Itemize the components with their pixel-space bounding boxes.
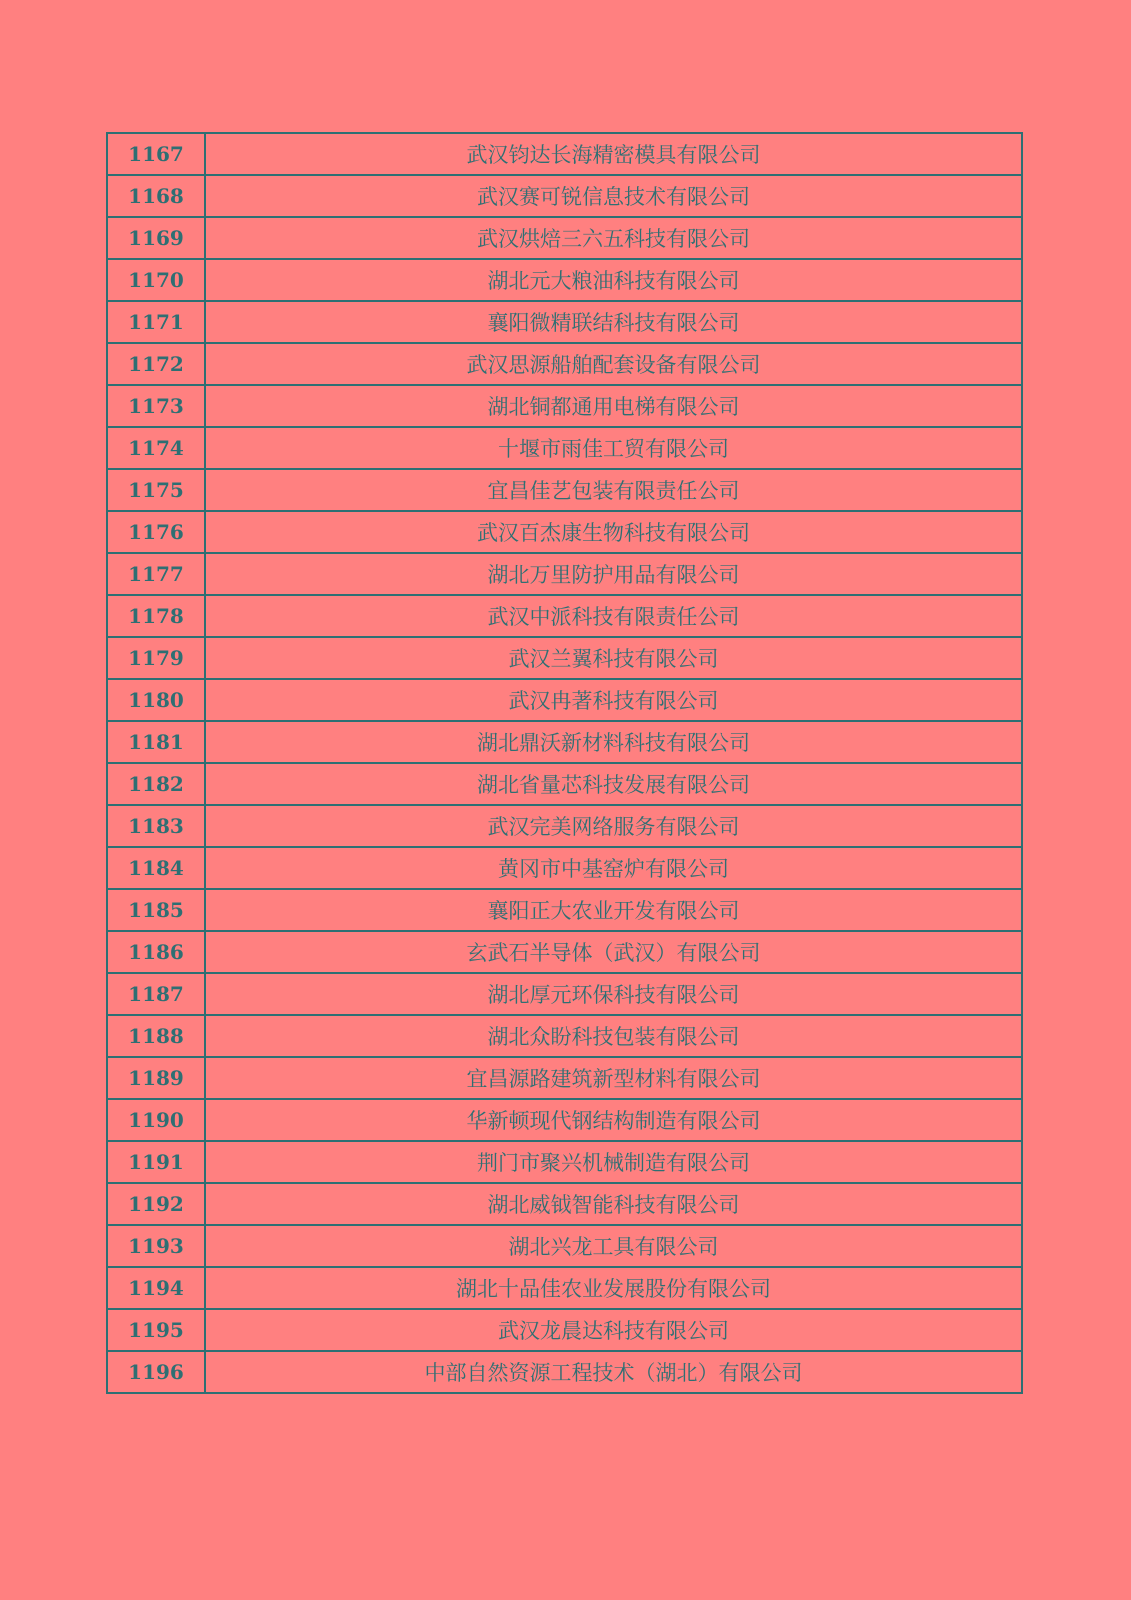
row-number: 1190	[107, 1099, 205, 1141]
row-number: 1181	[107, 721, 205, 763]
table-row	[107, 1267, 1022, 1309]
company-name: 武汉钧达长海精密模具有限公司	[205, 133, 1022, 175]
row-number: 1167	[107, 133, 205, 175]
table-row	[107, 553, 1022, 595]
table-row	[107, 511, 1022, 553]
table-row	[107, 763, 1022, 805]
company-name: 武汉赛可锐信息技术有限公司	[205, 175, 1022, 217]
company-name: 武汉思源船舶配套设备有限公司	[205, 343, 1022, 385]
company-name: 中部自然资源工程技术（湖北）有限公司	[205, 1351, 1022, 1393]
table-row	[107, 931, 1022, 973]
table-row	[107, 637, 1022, 679]
row-number: 1178	[107, 595, 205, 637]
row-number: 1174	[107, 427, 205, 469]
table-row	[107, 469, 1022, 511]
company-name: 湖北厚元环保科技有限公司	[205, 973, 1022, 1015]
company-name: 武汉兰翼科技有限公司	[205, 637, 1022, 679]
row-number: 1189	[107, 1057, 205, 1099]
row-number: 1195	[107, 1309, 205, 1351]
company-name: 宜昌源路建筑新型材料有限公司	[205, 1057, 1022, 1099]
row-number: 1191	[107, 1141, 205, 1183]
row-number: 1193	[107, 1225, 205, 1267]
row-number: 1187	[107, 973, 205, 1015]
table-row	[107, 385, 1022, 427]
company-name: 武汉龙晨达科技有限公司	[205, 1309, 1022, 1351]
table-row	[107, 889, 1022, 931]
table-row	[107, 973, 1022, 1015]
company-name: 荆门市聚兴机械制造有限公司	[205, 1141, 1022, 1183]
company-name: 湖北威钺智能科技有限公司	[205, 1183, 1022, 1225]
row-number: 1194	[107, 1267, 205, 1309]
row-number: 1184	[107, 847, 205, 889]
row-number: 1192	[107, 1183, 205, 1225]
row-number: 1180	[107, 679, 205, 721]
table-row	[107, 805, 1022, 847]
table-row	[107, 301, 1022, 343]
company-name: 黄冈市中基窑炉有限公司	[205, 847, 1022, 889]
table-row	[107, 1015, 1022, 1057]
row-number: 1177	[107, 553, 205, 595]
row-number: 1179	[107, 637, 205, 679]
company-name: 武汉烘焙三六五科技有限公司	[205, 217, 1022, 259]
row-number: 1185	[107, 889, 205, 931]
table-row	[107, 1225, 1022, 1267]
company-name: 湖北省量芯科技发展有限公司	[205, 763, 1022, 805]
table-row	[107, 133, 1022, 175]
company-name: 湖北众盼科技包装有限公司	[205, 1015, 1022, 1057]
row-number: 1168	[107, 175, 205, 217]
company-name: 武汉百杰康生物科技有限公司	[205, 511, 1022, 553]
company-name: 武汉完美网络服务有限公司	[205, 805, 1022, 847]
row-number: 1176	[107, 511, 205, 553]
table-row	[107, 1183, 1022, 1225]
table-row	[107, 1057, 1022, 1099]
row-number: 1169	[107, 217, 205, 259]
company-name: 湖北十品佳农业发展股份有限公司	[205, 1267, 1022, 1309]
row-number: 1172	[107, 343, 205, 385]
row-number: 1175	[107, 469, 205, 511]
company-name: 十堰市雨佳工贸有限公司	[205, 427, 1022, 469]
table-row	[107, 259, 1022, 301]
table-row	[107, 679, 1022, 721]
row-number: 1188	[107, 1015, 205, 1057]
company-name: 湖北鼎沃新材料科技有限公司	[205, 721, 1022, 763]
table-row	[107, 427, 1022, 469]
company-name: 华新顿现代钢结构制造有限公司	[205, 1099, 1022, 1141]
table-row	[107, 595, 1022, 637]
company-name: 湖北元大粮油科技有限公司	[205, 259, 1022, 301]
company-name: 襄阳微精联结科技有限公司	[205, 301, 1022, 343]
row-number: 1170	[107, 259, 205, 301]
company-list-table	[106, 132, 1023, 1394]
table-row	[107, 1309, 1022, 1351]
company-name: 襄阳正大农业开发有限公司	[205, 889, 1022, 931]
row-number: 1183	[107, 805, 205, 847]
row-number: 1196	[107, 1351, 205, 1393]
table-row	[107, 721, 1022, 763]
company-list-body	[107, 133, 1022, 1393]
row-number: 1171	[107, 301, 205, 343]
table-row	[107, 217, 1022, 259]
row-number: 1173	[107, 385, 205, 427]
company-name: 玄武石半导体（武汉）有限公司	[205, 931, 1022, 973]
company-name: 宜昌佳艺包装有限责任公司	[205, 469, 1022, 511]
row-number: 1186	[107, 931, 205, 973]
company-name: 武汉中派科技有限责任公司	[205, 595, 1022, 637]
company-name: 武汉冉著科技有限公司	[205, 679, 1022, 721]
company-name: 湖北铜都通用电梯有限公司	[205, 385, 1022, 427]
table-row	[107, 1351, 1022, 1393]
company-name: 湖北万里防护用品有限公司	[205, 553, 1022, 595]
table-row	[107, 847, 1022, 889]
row-number: 1182	[107, 763, 205, 805]
table-row	[107, 1141, 1022, 1183]
table-row	[107, 1099, 1022, 1141]
company-name: 湖北兴龙工具有限公司	[205, 1225, 1022, 1267]
table-row	[107, 343, 1022, 385]
table-row	[107, 175, 1022, 217]
